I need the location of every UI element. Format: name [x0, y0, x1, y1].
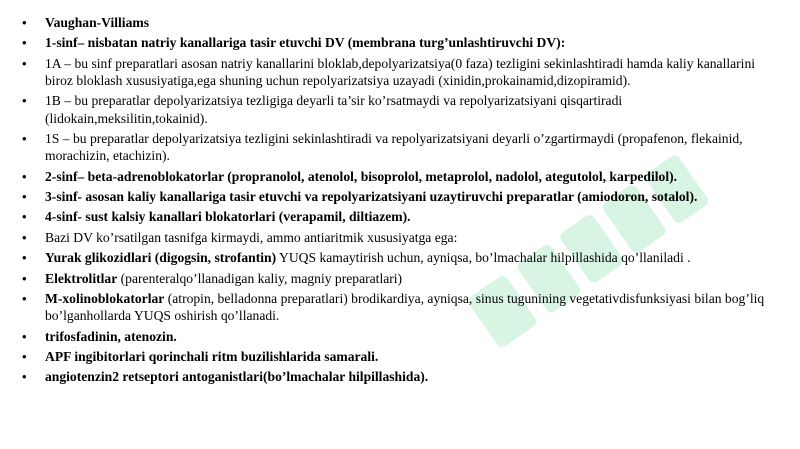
bullet-text-bold: trifosfadinin, atenozin.: [45, 328, 177, 344]
bullet-item: [22, 208, 772, 225]
bullet-text-bold: 2-sinf– beta-adrenoblokatorlar (propranolol, atenolol, bisoprolol, metaprolol, nadolol, ategutolol, karpedilol).: [45, 168, 678, 184]
bullet-item: [22, 188, 772, 205]
bullet-glyph: •: [22, 328, 27, 344]
bullet-item: [22, 14, 772, 31]
bullet-text-bold: APF ingibitorlari qorinchali ritm buzilishlarida samarali.: [45, 348, 379, 364]
bullet-text: Bazi DV ko’rsatilgan tasnifga kirmaydi, ammo antiaritmik xususiyatga ega:: [45, 229, 458, 245]
bullet-item: [22, 55, 772, 89]
bullet-glyph: •: [22, 93, 27, 109]
bullet-glyph: •: [22, 348, 27, 364]
bullet-text-bold: 1-sinf– nisbatan natriy kanallariga tasir etuvchi DV (membrana turg’unlashtiruvchi DV):: [45, 35, 566, 51]
bullet-text: (parenteralqo’llanadigan kaliy, magniy preparatlari): [117, 270, 403, 286]
bullet-item: [22, 328, 772, 345]
slide-content: [22, 14, 772, 389]
bullet-text-bold: Vaughan-Villiams: [45, 15, 149, 30]
bullet-item: [22, 270, 772, 287]
bullet-item: [22, 168, 772, 185]
bullet-text: (atropin, belladonna preparatlari) brodikardiya, ayniqsa, sinus tugunining vegetativdisfunksiyasi bilan bog’liq bo’lganhollarda YUQS oshirish qo’llanadi.: [45, 290, 765, 324]
bullet-list: [22, 14, 772, 385]
bullet-glyph: •: [22, 55, 27, 71]
bullet-text: 1S – bu preparatlar depolyarizatsiya tezligini sekinlashtiradi va repolyarizatsiyani deyarli o’zgartirmaydi (propafenon, flekainid, morachizin, etachizin).: [45, 130, 743, 164]
bullet-text-bold: Yurak glikozidlari (digogsin, strofantin): [45, 250, 277, 266]
bullet-glyph: •: [22, 250, 27, 266]
bullet-text: 1A – bu sinf preparatlari asosan natriy kanallarini bloklab,depolyarizatsiya(0 faza) tezligini sekinlashtiradi hamda kaliy kanallarini biroz bloklash xususiyatiga,ega shuning uchun repolyarizatsiya uzayadi (xinidin,prokainamid,dizopiramid).: [45, 55, 756, 88]
bullet-text: 1B – bu preparatlar depolyarizatsiya tezligiga deyarli ta’sir ko’rsatmaydi va repolyarizatsiyani qisqartiradi (lidokain,meksilitin,tokainid).: [45, 93, 623, 126]
bullet-text: YUQS kamaytirish uchun, ayniqsa, bo’lmachalar hilpillashida qo’llaniladi .: [276, 250, 691, 266]
bullet-text-bold: Elektrolitlar: [45, 270, 118, 286]
bullet-item: [22, 92, 772, 126]
bullet-text-bold: 4-sinf- sust kalsiy kanallari blokatorlari (verapamil, diltiazem).: [45, 209, 411, 225]
bullet-item: [22, 229, 772, 246]
bullet-item: [22, 34, 772, 51]
bullet-glyph: •: [22, 168, 27, 184]
bullet-item: [22, 249, 772, 266]
bullet-glyph: •: [22, 209, 27, 225]
bullet-item: [22, 290, 772, 324]
bullet-glyph: •: [22, 270, 27, 286]
bullet-glyph: •: [22, 35, 27, 51]
bullet-text-bold: angiotenzin2 retseptori antoganistlari(bo’lmachalar hilpillashida).: [45, 369, 429, 385]
bullet-glyph: •: [22, 15, 27, 30]
bullet-glyph: •: [22, 229, 27, 245]
bullet-glyph: •: [22, 188, 27, 204]
bullet-glyph: •: [22, 130, 27, 146]
bullet-item: [22, 368, 772, 385]
bullet-glyph: •: [22, 369, 27, 385]
bullet-text-bold: M-xolinoblokatorlar: [45, 290, 165, 306]
bullet-item: [22, 130, 772, 164]
bullet-text-bold: 3-sinf- asosan kaliy kanallariga tasir etuvchi va repolyarizatsiyani uzaytiruvchi preparatlar (amiodoron, sotalol).: [45, 188, 698, 204]
bullet-glyph: •: [22, 290, 27, 306]
bullet-item: [22, 348, 772, 365]
